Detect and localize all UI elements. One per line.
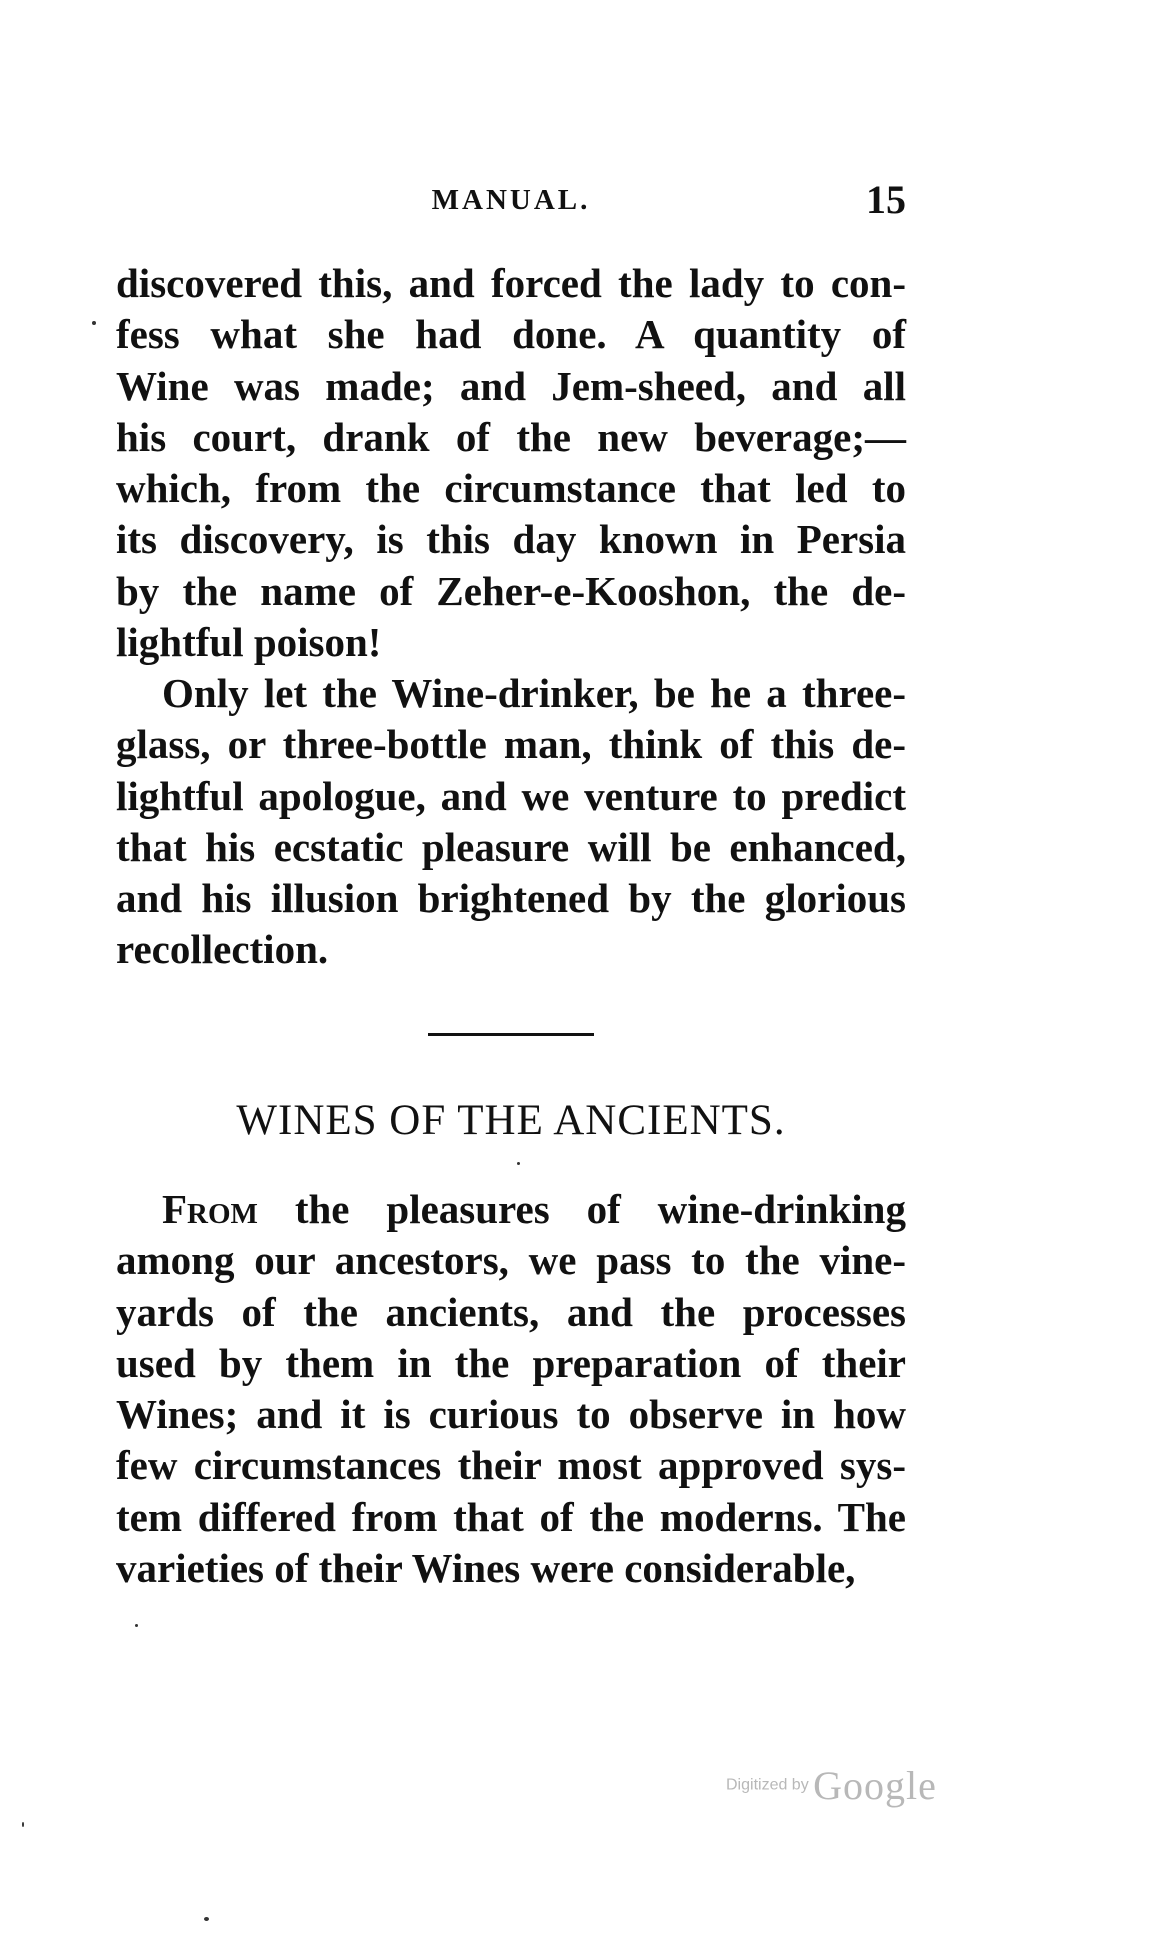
running-head xyxy=(116,176,906,226)
text-line: recollection. xyxy=(116,926,329,973)
text-line xyxy=(116,1184,906,1235)
text-line: that his ecstatic pleasure will be enhanced, xyxy=(116,823,906,870)
digitized-watermark xyxy=(726,1762,937,1809)
page-number: 15 xyxy=(866,177,906,222)
watermark-prefix: Digitized by xyxy=(726,1776,809,1794)
text-line: lightful apologue, and we venture to predict xyxy=(116,772,906,819)
paragraph-continuation xyxy=(116,258,906,668)
text-line: which, from the circumstance that led to xyxy=(116,465,906,512)
text-line: Wines; and it is curious to observe in how xyxy=(116,1391,906,1438)
print-speck xyxy=(517,1162,520,1165)
running-title: MANUAL. xyxy=(431,184,591,216)
text-line: glass, or three-bottle man, think of this de- xyxy=(116,721,906,768)
section-divider-rule xyxy=(428,1033,594,1036)
text-line: Only let the Wine-drinker, be he a three- xyxy=(162,670,906,716)
text-line: fess what she had done. A quantity of xyxy=(116,311,906,358)
section-paragraph xyxy=(116,1184,906,1594)
text-line: yards of the ancients, and the processes xyxy=(116,1288,906,1335)
print-speck xyxy=(135,1624,138,1627)
drop-word: From xyxy=(162,1186,258,1232)
text-line: Wine was made; and Jem-sheed, and all xyxy=(116,362,906,409)
text-line: its discovery, is this day known in Persia xyxy=(116,516,906,563)
google-logo-text: Google xyxy=(813,1763,937,1808)
text-line: lightful poison! xyxy=(116,619,382,666)
text-line: his court, drank of the new beverage;— xyxy=(116,413,906,460)
paragraph-apologue xyxy=(116,668,906,976)
print-speck xyxy=(204,1917,209,1921)
text-line: by the name of Zeher-e-Kooshon, the de- xyxy=(116,567,906,614)
text-line: discovered this, and forced the lady to con- xyxy=(116,260,906,306)
text-line: tem differed from that of the moderns. The xyxy=(116,1493,906,1540)
first-line-rest: the pleasures of wine-drinking xyxy=(257,1186,906,1232)
text-line: and his illusion brightened by the glorious xyxy=(116,875,906,922)
section-heading: WINES OF THE ANCIENTS. xyxy=(236,1097,786,1144)
text-line: varieties of their Wines were considerable, xyxy=(116,1545,856,1592)
print-speck xyxy=(92,321,96,325)
text-line: used by them in the preparation of their xyxy=(116,1339,906,1386)
text-line: few circumstances their most approved sys- xyxy=(116,1442,906,1489)
text-line: among our ancestors, we pass to the vine- xyxy=(116,1237,906,1284)
print-speck xyxy=(22,1822,24,1827)
